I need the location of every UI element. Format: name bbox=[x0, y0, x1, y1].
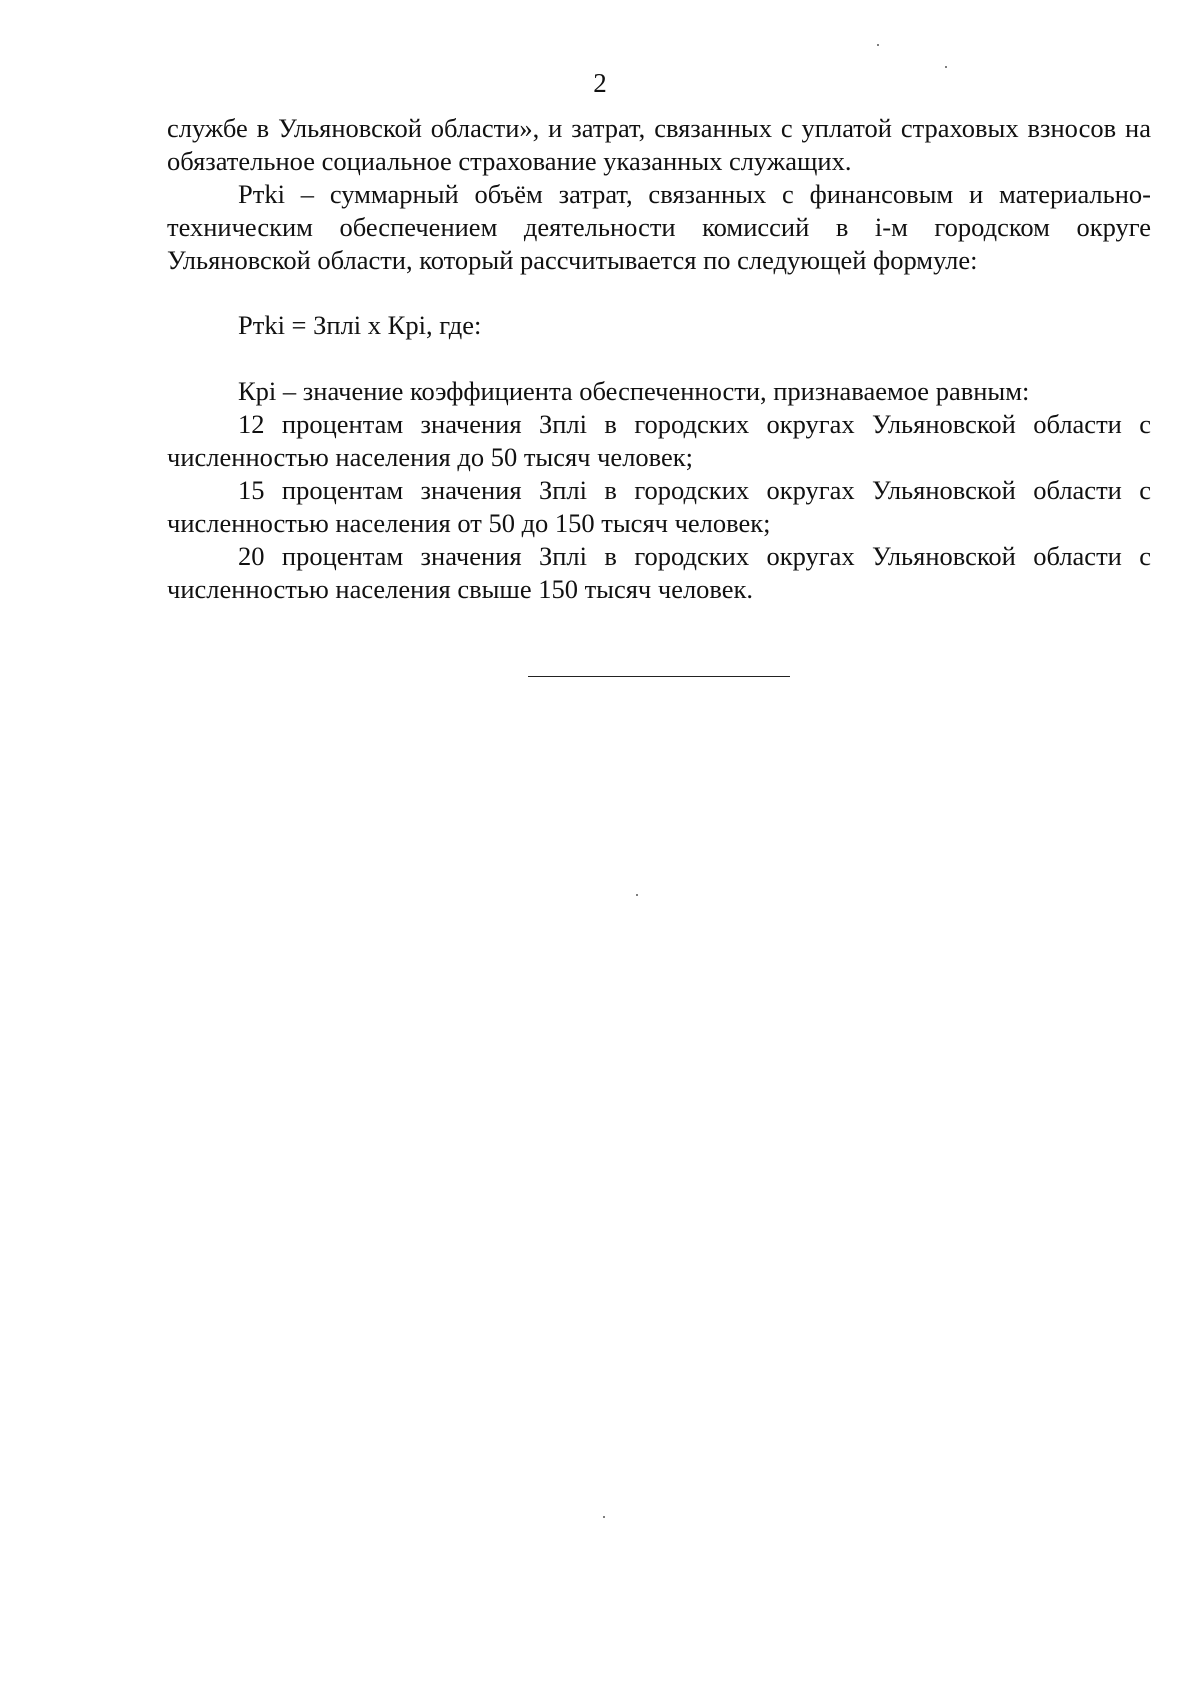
scan-speck bbox=[603, 1516, 605, 1518]
paragraph-rate-15: 15 процентам значения Зплi в городских округах Ульяновской области с численностью населения от 50 до 150 тысяч человек; bbox=[167, 475, 1151, 538]
scan-speck bbox=[877, 44, 879, 46]
scan-speck bbox=[636, 894, 638, 896]
paragraph-ptki-definition: Pтki – суммарный объём затрат, связанных с финансовым и материально-техническим обеспечением деятельности комиссий в i-м городском округе Ульяновской области, который рассчитывается по следующей формуле: bbox=[167, 179, 1151, 275]
document-body bbox=[167, 112, 1151, 606]
closing-divider bbox=[528, 676, 790, 677]
paragraph-rate-12: 12 процентам значения Зплi в городских округах Ульяновской области с численностью населения до 50 тысяч человек; bbox=[167, 409, 1151, 472]
paragraph-continuation: службе в Ульяновской области», и затрат, связанных с уплатой страховых взносов на обязательное социальное страхование указанных служащих. bbox=[167, 113, 1151, 176]
paragraph-kpi-definition: Кpi – значение коэффициента обеспеченности, признаваемое равным: bbox=[238, 376, 1030, 406]
page-number: 2 bbox=[593, 68, 607, 98]
paragraph-rate-20: 20 процентам значения Зплi в городских округах Ульяновской области с численностью населения свыше 150 тысяч человек. bbox=[167, 541, 1151, 604]
formula-ptki: Pтki = Зплi х Кpi, где: bbox=[238, 310, 482, 340]
scan-speck bbox=[945, 66, 947, 68]
